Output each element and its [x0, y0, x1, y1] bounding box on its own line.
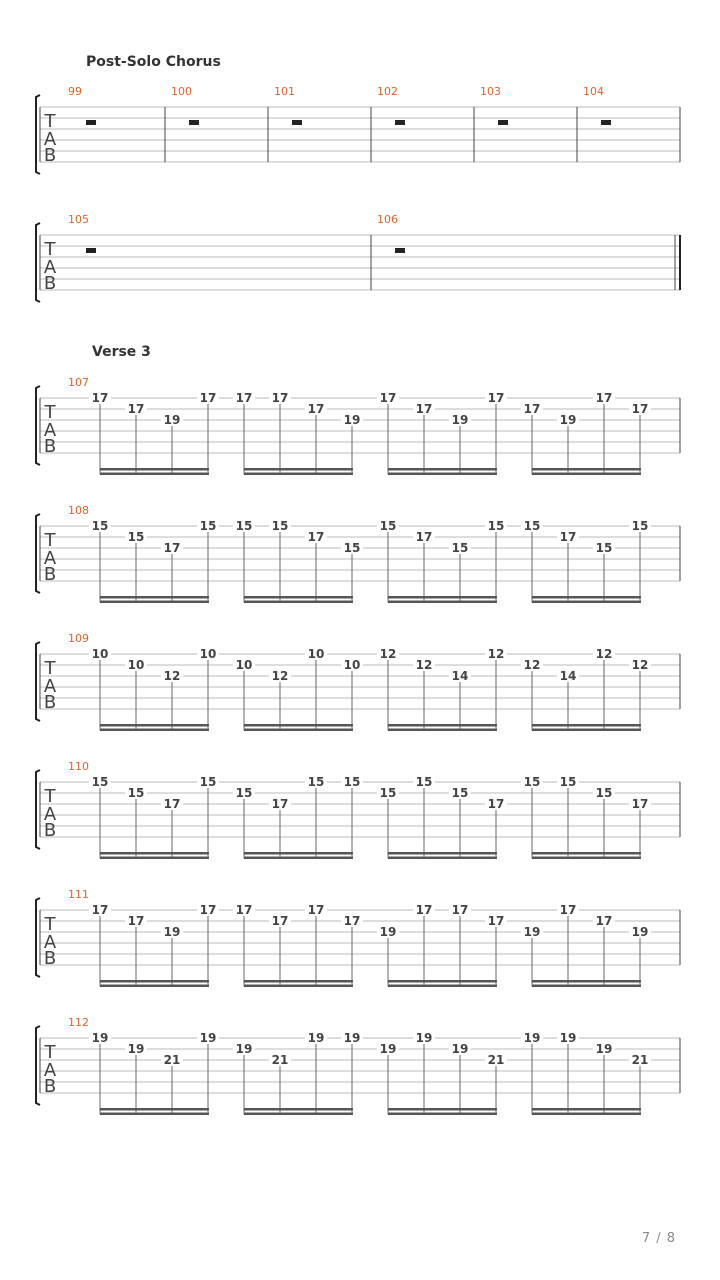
beam-secondary — [532, 473, 641, 476]
fret-number: 17 — [91, 903, 109, 917]
beam-secondary — [532, 729, 641, 732]
fret-number: 12 — [487, 647, 505, 661]
note-system-107-tab-letter: B — [43, 436, 57, 457]
fret-number: 15 — [631, 519, 649, 533]
rest-system-2-bracket — [36, 223, 40, 302]
whole-rest — [292, 120, 302, 125]
fret-number: 19 — [559, 413, 577, 427]
beam-secondary — [244, 857, 353, 860]
fret-number: 15 — [595, 786, 613, 800]
measure-number: 99 — [68, 85, 82, 98]
fret-number: 10 — [199, 647, 217, 661]
measure-number: 101 — [274, 85, 295, 98]
fret-number: 15 — [595, 541, 613, 555]
note-system-111-tab-letter: A — [43, 932, 57, 953]
beam-primary — [244, 724, 353, 727]
beam-primary — [388, 852, 497, 855]
fret-number: 19 — [415, 1031, 433, 1045]
fret-number: 15 — [523, 519, 541, 533]
fret-number: 10 — [91, 647, 109, 661]
note-system-112-tab-letter: A — [43, 1060, 57, 1081]
whole-rest — [601, 120, 611, 125]
fret-number: 12 — [523, 658, 541, 672]
fret-number: 12 — [163, 669, 181, 683]
fret-number: 17 — [487, 797, 505, 811]
rest-system-1-tab-letter: B — [43, 145, 57, 166]
beam-secondary — [244, 601, 353, 604]
fret-number: 15 — [127, 530, 145, 544]
beam-primary — [532, 596, 641, 599]
beam-secondary — [100, 857, 209, 860]
fret-number: 17 — [379, 391, 397, 405]
note-system-109-tab-letter: B — [43, 692, 57, 713]
fret-number: 15 — [91, 519, 109, 533]
beam-primary — [532, 980, 641, 983]
fret-number: 14 — [451, 669, 469, 683]
measure-number: 102 — [377, 85, 398, 98]
rest-system-1-bracket — [36, 95, 40, 174]
whole-rest — [86, 120, 96, 125]
beam-secondary — [532, 1113, 641, 1116]
fret-number: 19 — [163, 413, 181, 427]
fret-number: 17 — [523, 402, 541, 416]
measure-number: 109 — [68, 632, 89, 645]
fret-number: 19 — [631, 925, 649, 939]
fret-number: 19 — [523, 1031, 541, 1045]
fret-number: 15 — [451, 786, 469, 800]
note-system-108-tab-letter: T — [44, 530, 56, 551]
fret-number: 17 — [271, 391, 289, 405]
fret-number: 19 — [235, 1042, 253, 1056]
fret-number: 15 — [271, 519, 289, 533]
fret-number: 15 — [199, 519, 217, 533]
fret-number: 15 — [415, 775, 433, 789]
beam-secondary — [244, 1113, 353, 1116]
beam-primary — [532, 1108, 641, 1111]
note-system-110-tab-letter: T — [44, 786, 56, 807]
beam-secondary — [100, 985, 209, 988]
fret-number: 15 — [379, 786, 397, 800]
fret-number: 17 — [271, 914, 289, 928]
note-system-110-tab-letter: A — [43, 804, 57, 825]
note-system-112-tab-letter: T — [44, 1042, 56, 1063]
fret-number: 21 — [487, 1053, 505, 1067]
fret-number: 17 — [307, 903, 325, 917]
fret-number: 15 — [235, 786, 253, 800]
fret-number: 17 — [307, 530, 325, 544]
fret-number: 15 — [343, 775, 361, 789]
beam-secondary — [388, 729, 497, 732]
beam-secondary — [100, 473, 209, 476]
fret-number: 19 — [451, 413, 469, 427]
fret-number: 15 — [127, 786, 145, 800]
fret-number: 19 — [451, 1042, 469, 1056]
fret-number: 15 — [559, 775, 577, 789]
measure-number: 103 — [480, 85, 501, 98]
beam-primary — [244, 596, 353, 599]
fret-number: 17 — [415, 903, 433, 917]
beam-secondary — [388, 857, 497, 860]
whole-rest — [189, 120, 199, 125]
fret-number: 17 — [91, 391, 109, 405]
page-indicator: 7 / 8 — [641, 1231, 676, 1246]
fret-number: 17 — [127, 914, 145, 928]
fret-number: 17 — [307, 402, 325, 416]
beam-primary — [532, 724, 641, 727]
note-system-107-bracket — [36, 386, 40, 465]
note-system-112-tab-letter: B — [43, 1076, 57, 1097]
beam-primary — [532, 468, 641, 471]
note-system-110-tab-letter: B — [43, 820, 57, 841]
beam-primary — [100, 724, 209, 727]
fret-number: 17 — [595, 914, 613, 928]
beam-secondary — [388, 601, 497, 604]
note-system-109-bracket — [36, 642, 40, 721]
fret-number: 15 — [307, 775, 325, 789]
beam-primary — [532, 852, 641, 855]
measure-number: 104 — [583, 85, 604, 98]
fret-number: 17 — [235, 903, 253, 917]
fret-number: 19 — [343, 413, 361, 427]
note-system-107-tab-letter: T — [44, 402, 56, 423]
note-system-110-bracket — [36, 770, 40, 849]
fret-number: 17 — [559, 530, 577, 544]
fret-number: 12 — [271, 669, 289, 683]
fret-number: 17 — [235, 391, 253, 405]
note-system-112-bracket — [36, 1026, 40, 1105]
beam-secondary — [388, 985, 497, 988]
fret-number: 15 — [343, 541, 361, 555]
beam-secondary — [244, 985, 353, 988]
fret-number: 17 — [163, 797, 181, 811]
note-system-111-tab-letter: B — [43, 948, 57, 969]
measure-number: 110 — [68, 760, 89, 773]
fret-number: 21 — [271, 1053, 289, 1067]
fret-number: 17 — [343, 914, 361, 928]
fret-number: 17 — [631, 402, 649, 416]
note-system-107-tab-letter: A — [43, 420, 57, 441]
fret-number: 17 — [595, 391, 613, 405]
fret-number: 10 — [307, 647, 325, 661]
fret-number: 19 — [127, 1042, 145, 1056]
beam-primary — [100, 852, 209, 855]
fret-number: 17 — [631, 797, 649, 811]
fret-number: 14 — [559, 669, 577, 683]
beam-primary — [244, 1108, 353, 1111]
beam-primary — [388, 724, 497, 727]
fret-number: 19 — [307, 1031, 325, 1045]
fret-number: 19 — [559, 1031, 577, 1045]
beam-secondary — [100, 729, 209, 732]
fret-number: 15 — [523, 775, 541, 789]
whole-rest — [395, 120, 405, 125]
fret-number: 15 — [235, 519, 253, 533]
fret-number: 17 — [415, 530, 433, 544]
fret-number: 17 — [559, 903, 577, 917]
fret-number: 19 — [595, 1042, 613, 1056]
note-system-109-tab-letter: T — [44, 658, 56, 679]
fret-number: 10 — [127, 658, 145, 672]
beam-primary — [244, 980, 353, 983]
whole-rest — [86, 248, 96, 253]
rest-system-2-tab-letter: B — [43, 273, 57, 294]
fret-number: 15 — [451, 541, 469, 555]
fret-number: 17 — [199, 391, 217, 405]
fret-number: 19 — [163, 925, 181, 939]
section-title-verse-3: Verse 3 — [92, 344, 151, 360]
fret-number: 17 — [271, 797, 289, 811]
fret-number: 19 — [91, 1031, 109, 1045]
measure-number: 100 — [171, 85, 192, 98]
fret-number: 12 — [379, 647, 397, 661]
measure-number: 111 — [68, 888, 89, 901]
beam-primary — [100, 980, 209, 983]
fret-number: 15 — [91, 775, 109, 789]
note-system-108-tab-letter: A — [43, 548, 57, 569]
fret-number: 17 — [163, 541, 181, 555]
rest-system-1-tab-letter: A — [43, 129, 57, 150]
fret-number: 15 — [199, 775, 217, 789]
note-system-108-bracket — [36, 514, 40, 593]
fret-number: 15 — [379, 519, 397, 533]
beam-primary — [388, 468, 497, 471]
note-system-111-bracket — [36, 898, 40, 977]
fret-number: 17 — [487, 391, 505, 405]
fret-number: 19 — [343, 1031, 361, 1045]
measure-number: 105 — [68, 213, 89, 226]
fret-number: 12 — [415, 658, 433, 672]
measure-number: 106 — [377, 213, 398, 226]
beam-primary — [244, 852, 353, 855]
beam-secondary — [100, 601, 209, 604]
fret-number: 19 — [379, 1042, 397, 1056]
fret-number: 12 — [595, 647, 613, 661]
note-system-111-tab-letter: T — [44, 914, 56, 935]
beam-primary — [388, 980, 497, 983]
whole-rest — [395, 248, 405, 253]
fret-number: 10 — [235, 658, 253, 672]
fret-number: 17 — [415, 402, 433, 416]
beam-secondary — [388, 1113, 497, 1116]
fret-number: 12 — [631, 658, 649, 672]
fret-number: 21 — [163, 1053, 181, 1067]
fret-number: 17 — [451, 903, 469, 917]
fret-number: 10 — [343, 658, 361, 672]
fret-number: 19 — [199, 1031, 217, 1045]
beam-secondary — [388, 473, 497, 476]
beam-secondary — [532, 985, 641, 988]
rest-system-1-tab-letter: T — [44, 111, 56, 132]
fret-number: 19 — [523, 925, 541, 939]
rest-system-2-tab-letter: A — [43, 257, 57, 278]
note-system-109-tab-letter: A — [43, 676, 57, 697]
fret-number: 17 — [487, 914, 505, 928]
note-system-108-tab-letter: B — [43, 564, 57, 585]
measure-number: 107 — [68, 376, 89, 389]
rest-system-2-tab-letter: T — [44, 239, 56, 260]
section-title-post-solo-chorus: Post-Solo Chorus — [86, 54, 221, 70]
beam-primary — [388, 1108, 497, 1111]
beam-secondary — [244, 473, 353, 476]
beam-primary — [388, 596, 497, 599]
whole-rest — [498, 120, 508, 125]
beam-primary — [100, 1108, 209, 1111]
fret-number: 19 — [379, 925, 397, 939]
measure-number: 108 — [68, 504, 89, 517]
measure-number: 112 — [68, 1016, 89, 1029]
beam-primary — [244, 468, 353, 471]
fret-number: 17 — [127, 402, 145, 416]
beam-primary — [100, 596, 209, 599]
beam-secondary — [532, 857, 641, 860]
fret-number: 21 — [631, 1053, 649, 1067]
beam-secondary — [532, 601, 641, 604]
beam-primary — [100, 468, 209, 471]
beam-secondary — [100, 1113, 209, 1116]
beam-secondary — [244, 729, 353, 732]
fret-number: 15 — [487, 519, 505, 533]
fret-number: 17 — [199, 903, 217, 917]
